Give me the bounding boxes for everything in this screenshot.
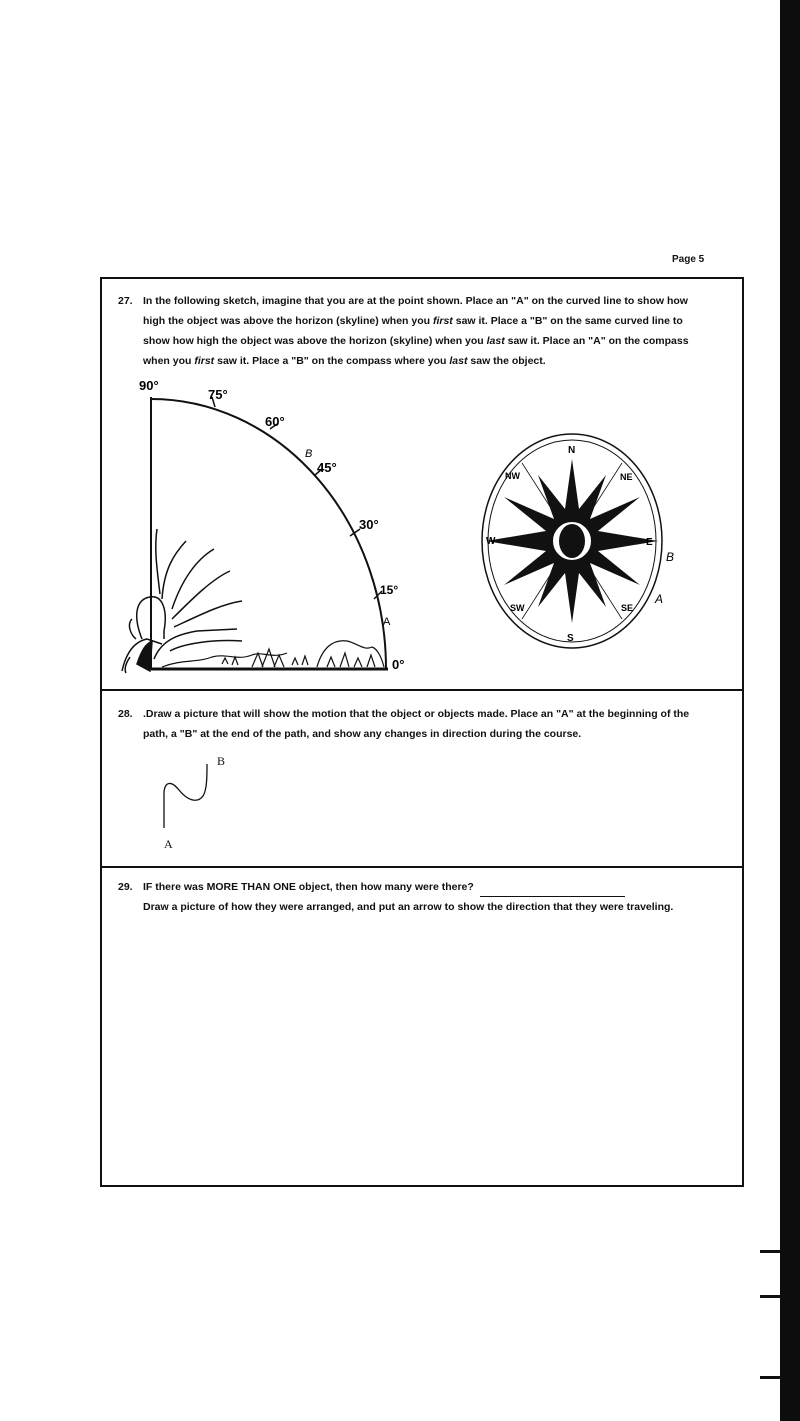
angle-label-0: 0°	[392, 657, 405, 672]
angle-label-90: 90°	[139, 378, 159, 393]
question-27-line-4: when you first saw it. Place a "B" on the compass where you last saw the object.	[143, 355, 546, 367]
arc-answer-a: A	[383, 616, 391, 628]
question-number: 27.	[118, 295, 133, 307]
question-29-line-2: Draw a picture of how they were arranged, and put an arrow to show the direction that they were traveling.	[143, 901, 674, 913]
observer-figure	[122, 529, 242, 673]
motion-answer-b: B	[217, 754, 226, 768]
question-29-count-prompt: IF there was MORE THAN ONE object, then how many were there?	[143, 881, 474, 893]
question-28	[118, 704, 748, 744]
question-29	[118, 877, 748, 917]
elevation-arc	[151, 399, 386, 669]
page-edge-notch	[760, 1250, 780, 1253]
compass-label-sw: SW	[510, 603, 525, 613]
arc-ticks	[212, 397, 382, 599]
compass-label-se: SE	[621, 603, 634, 613]
angle-label-75: 75°	[208, 387, 228, 402]
compass-label-s: S	[567, 633, 574, 644]
page-number: Page 5	[672, 254, 705, 265]
question-29-line-1	[143, 877, 625, 897]
question-number: 28.	[118, 708, 133, 720]
compass-label-n: N	[568, 445, 576, 456]
compass-answer-a: A	[655, 592, 664, 606]
section-divider	[102, 689, 742, 691]
compass-rose	[480, 431, 695, 661]
angle-label-15: 15°	[380, 583, 399, 597]
compass-center-dot	[559, 524, 585, 558]
question-27-line-1: In the following sketch, imagine that you are at the point shown. Place an "A" on the curved line to show how	[143, 295, 688, 307]
compass-label-nw: NW	[505, 471, 520, 481]
question-number: 29.	[118, 881, 133, 893]
page-edge-notch	[760, 1295, 780, 1298]
question-27-line-2: high the object was above the horizon (skyline) when you first saw it. Place a "B" on the same curved line to	[143, 315, 683, 327]
compass-label-ne: NE	[620, 472, 633, 482]
compass-label-w: W	[486, 536, 496, 547]
questionnaire-form	[100, 277, 744, 1187]
question-27-line-3: show how high the object was above the horizon (skyline) when you last saw it. Place an "A" on the compass	[143, 335, 689, 347]
angle-label-30: 30°	[359, 517, 379, 532]
angle-label-60: 60°	[265, 414, 285, 429]
question-28-line-1: .Draw a picture that will show the motion that the object or objects made. Place an "A" at the beginning of the	[143, 708, 690, 720]
compass-answer-b: B	[666, 550, 675, 564]
section-divider	[102, 866, 742, 868]
motion-path	[164, 764, 207, 828]
page-edge-notch	[760, 1376, 780, 1379]
motion-answer-a: A	[164, 837, 173, 851]
page-edge-shadow	[780, 0, 800, 1421]
compass-label-e: E	[646, 537, 653, 548]
foliage-sketch	[162, 641, 384, 667]
drawing-area[interactable]	[112, 924, 732, 1179]
question-28-line-2: path, a "B" at the end of the path, and show any changes in direction during the course.	[143, 728, 582, 740]
angle-label-45: 45°	[317, 460, 337, 475]
arc-answer-b: B	[305, 448, 313, 460]
object-count-blank[interactable]	[480, 884, 625, 897]
